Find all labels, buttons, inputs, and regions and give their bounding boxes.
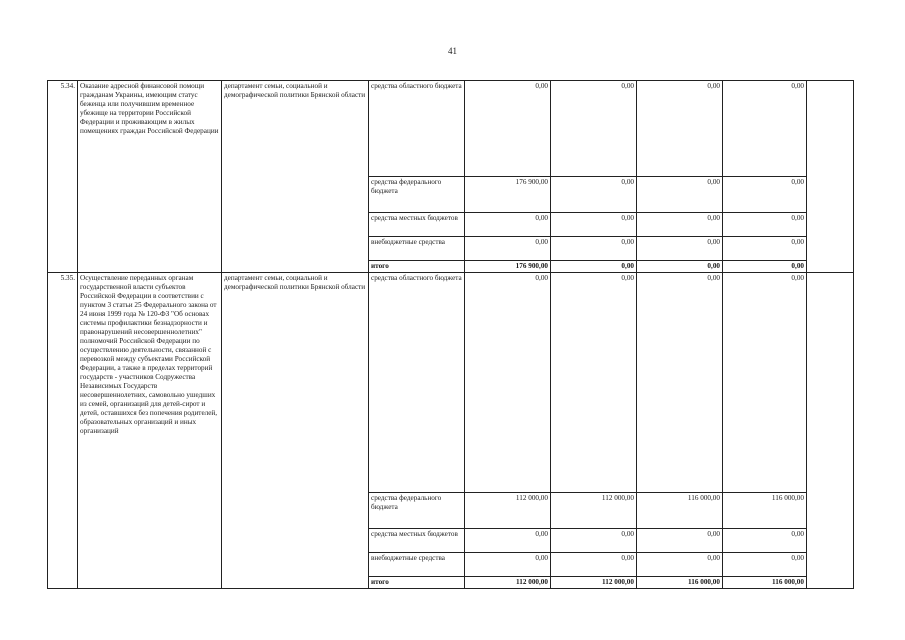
amount-cell: 0,00 [465, 213, 551, 237]
amount-cell: 0,00 [723, 553, 807, 577]
amount-cell: 0,00 [637, 273, 723, 493]
amount-cell: 112 000,00 [465, 493, 551, 529]
total-cell: 0,00 [637, 261, 723, 273]
table-row [48, 81, 854, 177]
amount-cell: 176 900,00 [465, 177, 551, 213]
budget-table [47, 80, 854, 589]
funding-source: внебюджетные средства [369, 237, 465, 261]
amount-cell: 116 000,00 [723, 493, 807, 529]
amount-cell: 0,00 [637, 81, 723, 177]
amount-cell: 0,00 [723, 529, 807, 553]
section-executor: департамент семьи, социальной и демографической политики Брянской области [222, 81, 369, 273]
amount-cell: 0,00 [465, 529, 551, 553]
amount-cell: 0,00 [723, 213, 807, 237]
funding-source: средства местных бюджетов [369, 529, 465, 553]
empty-column [807, 273, 854, 589]
amount-cell: 0,00 [465, 553, 551, 577]
amount-cell: 0,00 [637, 177, 723, 213]
funding-source: средства федерального бюджета [369, 177, 465, 213]
amount-cell: 0,00 [465, 81, 551, 177]
amount-cell: 116 000,00 [637, 493, 723, 529]
amount-cell: 0,00 [637, 529, 723, 553]
page-number: 41 [448, 46, 457, 56]
table-row [48, 273, 854, 493]
section-number: 5.34. [48, 81, 78, 273]
total-cell: 0,00 [723, 261, 807, 273]
funding-source: внебюджетные средства [369, 553, 465, 577]
amount-cell: 0,00 [637, 237, 723, 261]
funding-source-total: итого [369, 577, 465, 589]
funding-source: средства областного бюджета [369, 273, 465, 493]
amount-cell: 0,00 [465, 273, 551, 493]
amount-cell: 0,00 [637, 553, 723, 577]
total-cell: 0,00 [551, 261, 637, 273]
total-cell: 112 000,00 [551, 577, 637, 589]
amount-cell: 112 000,00 [551, 493, 637, 529]
total-cell: 116 000,00 [723, 577, 807, 589]
amount-cell: 0,00 [465, 237, 551, 261]
section-name: Оказание адресной финансовой помощи гражданам Украины, имеющим статус беженца или получившим временное убежище на территории Российской Федерации и проживающим в жилых помещениях граждан Российской Федерации [78, 81, 222, 273]
amount-cell: 0,00 [551, 553, 637, 577]
amount-cell: 0,00 [637, 213, 723, 237]
section-executor: департамент семьи, социальной и демографической политики Брянской области [222, 273, 369, 589]
funding-source: средства федерального бюджета [369, 493, 465, 529]
amount-cell: 0,00 [551, 213, 637, 237]
amount-cell: 0,00 [551, 529, 637, 553]
amount-cell: 0,00 [723, 81, 807, 177]
total-cell: 112 000,00 [465, 577, 551, 589]
amount-cell: 0,00 [723, 177, 807, 213]
amount-cell: 0,00 [551, 237, 637, 261]
funding-source: средства областного бюджета [369, 81, 465, 177]
amount-cell: 0,00 [551, 273, 637, 493]
amount-cell: 0,00 [551, 81, 637, 177]
amount-cell: 0,00 [723, 237, 807, 261]
amount-cell: 0,00 [723, 273, 807, 493]
section-number: 5.35. [48, 273, 78, 589]
funding-source-total: итого [369, 261, 465, 273]
total-cell: 116 000,00 [637, 577, 723, 589]
empty-column [807, 81, 854, 273]
funding-source: средства местных бюджетов [369, 213, 465, 237]
section-name: Осуществление переданных органам государственной власти субъектов Российской Федерации в соответствии с пунктом 3 статьи 25 Федерального закона от 24 июня 1999 года № 120-ФЗ "Об основах системы профилактики безнадзорности и правонарушений несовершеннолетних" полномочий Российской Федерации по осуществлению деятельности, связанной с перевозкой между субъектами Российской Федерации, а также в пределах территорий государств - участников Содружества Независимых Государств несовершеннолетних, самовольно ушедших из семей, организаций для детей-сирот и детей, оставшихся без попечения родителей, образовательных организаций и иных организаций [78, 273, 222, 589]
amount-cell: 0,00 [551, 177, 637, 213]
total-cell: 176 900,00 [465, 261, 551, 273]
